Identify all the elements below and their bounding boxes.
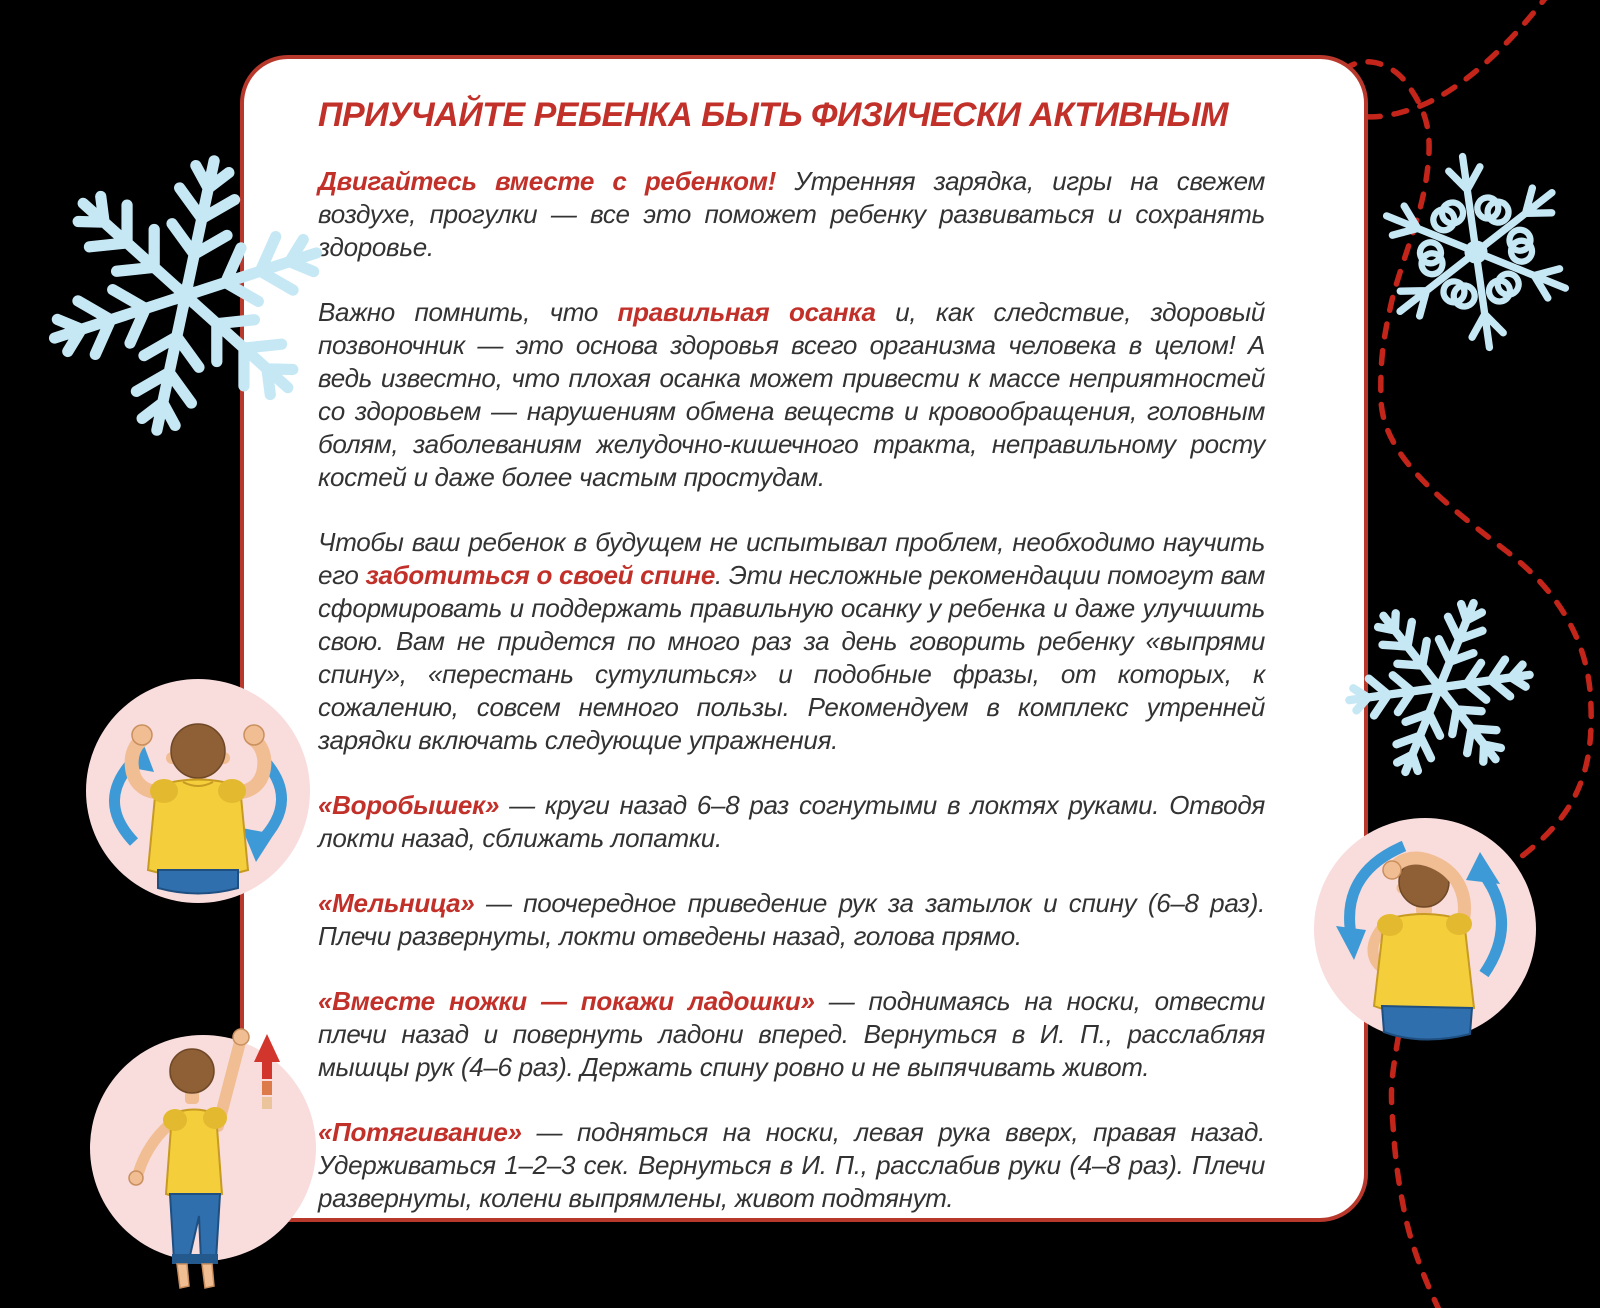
paragraph-posture bbox=[318, 296, 1265, 494]
exercise-name: «Потягивание» bbox=[318, 1117, 522, 1147]
text-run: — круги назад 6–8 раз согнутыми в локтях руками. Отводя локти назад, сближать лопатки. bbox=[318, 790, 1265, 853]
text-run: — поочередное приведение рук за затылок и спину (6–8 раз). Плечи развернуты, локти отведены назад, голова прямо. bbox=[318, 888, 1265, 951]
paragraph-exercise-mill bbox=[318, 887, 1265, 953]
content-card bbox=[240, 55, 1368, 1222]
paragraph-exercise-palms bbox=[318, 985, 1265, 1084]
paragraph-exercise-sparrow bbox=[318, 789, 1265, 855]
exercise-name: «Воробышек» bbox=[318, 790, 500, 820]
highlight-text: правильная осанка bbox=[617, 297, 876, 327]
snowflake-icon bbox=[11, 121, 361, 471]
highlight-text: заботиться о своей спине bbox=[365, 560, 715, 590]
text-run: — поднимаясь на носки, отвести плечи назад и повернуть ладони вперед. Вернуться в И. П., расслабляя мышцы рук (4–6 раз). Держать спину ровно и не выпячивать живот. bbox=[318, 986, 1265, 1082]
text-run: Важно помнить, что bbox=[318, 297, 618, 327]
highlight-text: Двигайтесь вместе с ребенком! bbox=[318, 166, 777, 196]
text-run: Чтобы ваш ребенок в будущем не испытывал проблем, необходимо научить его bbox=[318, 527, 1265, 590]
paragraph-move-together bbox=[318, 165, 1265, 264]
text-run: . Эти несложные рекомендации помогут вам сформировать и поддержать правильную осанку у ребенка и даже улучшить свою. Вам не придется по много раз за день говорить ребенку «выпрями спину», «перестань сутулиться» и подобные фразы, от которых, к сожалению, совсем немного пользы. Рекомендуем в комплекс утренней зарядки включать следующие упражнения. bbox=[318, 560, 1265, 755]
poster-title: ПРИУЧАЙТЕ РЕБЕНКА БЫТЬ ФИЗИЧЕСКИ АКТИВНЫМ bbox=[318, 96, 1228, 134]
paragraph-exercise-stretch bbox=[318, 1116, 1265, 1215]
exercise-name: «Мельница» bbox=[318, 888, 475, 918]
exercise-name: «Вместе ножки — покажи ладошки» bbox=[318, 986, 815, 1016]
paragraph-back-care bbox=[318, 526, 1265, 757]
text-run: — подняться на носки, левая рука вверх, правая назад. Удерживаться 1–2–3 сек. Вернуться в И. П., расслабив руки (4–8 раз). Плечи развернуты, колени выпрямлены, живот подтянут. bbox=[318, 1117, 1265, 1213]
snowflake-icon bbox=[1352, 128, 1600, 376]
text-run: Утренняя зарядка, игры на свежем воздухе, прогулки — все это поможет ребенку развиваться и сохранять здоровье. bbox=[318, 166, 1265, 262]
exercise-reach-up-illustration bbox=[82, 1008, 332, 1308]
exercise-arm-circles-illustration bbox=[80, 672, 316, 916]
exercise-neck-stretch-illustration bbox=[1312, 812, 1542, 1052]
text-run: и, как следствие, здоровый позвоночник — это основа здоровья всего организма человека в целом! А ведь известно, что плохая осанка может привести к массе неприятностей со здоровьем — нарушениям обмена веществ и кровообращения, головным болям, заболеваниям желудочно-кишечного тракта, неправильному росту костей и даже более частым простудам. bbox=[318, 297, 1265, 492]
